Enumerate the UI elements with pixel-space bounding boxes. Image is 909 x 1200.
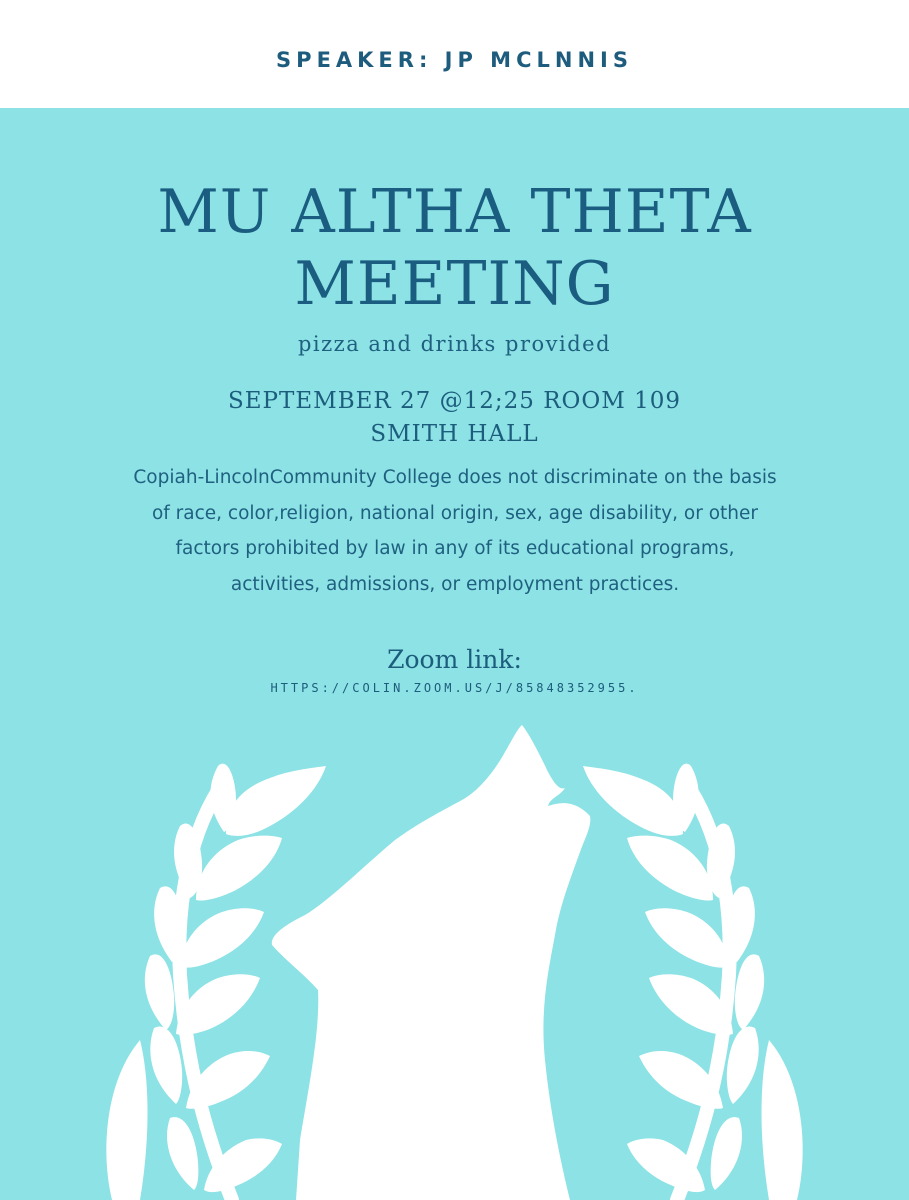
laurel-wreath-icon [583, 764, 803, 1200]
howling-wolf-icon [268, 725, 590, 1200]
nondiscrimination-notice: Copiah-LincolnCommunity College does not discriminate on the basis of race, color,religion, national origin, sex, age disability, or other factors prohibited by law in any of its educational programs, activities, admissions, or employment practices. [133, 467, 777, 595]
date-line-2: SMITH HALL [370, 421, 539, 447]
laurel-wreath-icon [106, 764, 326, 1200]
emblem [0, 108, 909, 1200]
speaker-label: SPEAKER: JP MCLNNIS [276, 48, 633, 72]
date-line-1: SEPTEMBER 27 @12;25 ROOM 109 [228, 388, 681, 414]
title-line-1: MU ALTHA THETA [157, 177, 752, 247]
event-subtitle: pizza and drinks provided [297, 332, 612, 356]
zoom-label: Zoom link: [387, 645, 522, 674]
flyer-panel [0, 108, 909, 1200]
header-bar [0, 0, 909, 108]
title-line-2: MEETING [294, 249, 615, 319]
zoom-link[interactable]: HTTPS://COLIN.ZOOM.US/J/85848352955. [270, 681, 639, 695]
